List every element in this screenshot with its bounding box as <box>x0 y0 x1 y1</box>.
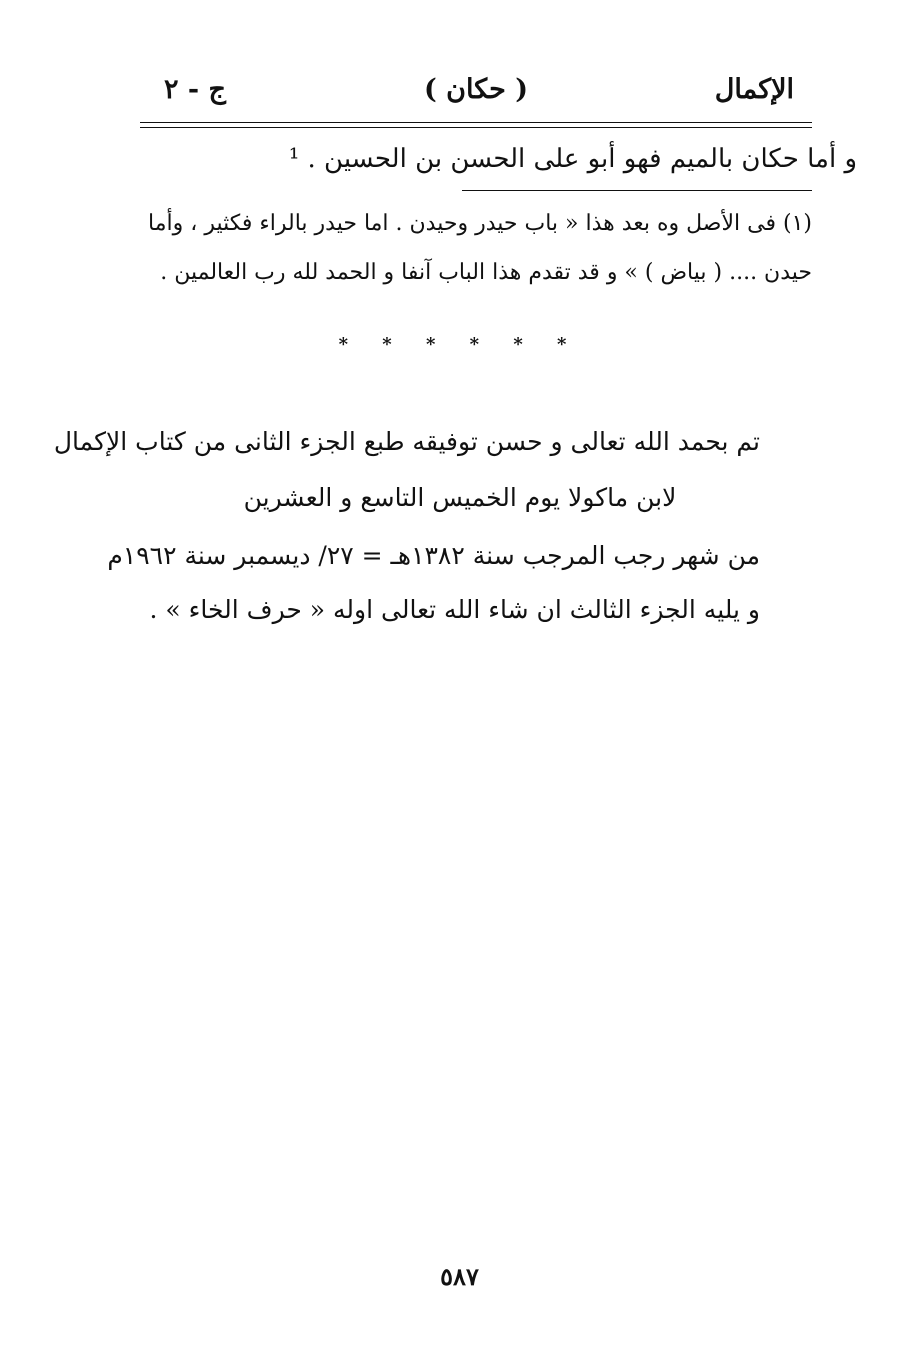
footnote-line-2: حيدن .... ( بياض ) » و قد تقدم هذا الباب آنفا و الحمد لله رب العالمين . <box>160 260 812 285</box>
running-header <box>140 70 812 114</box>
book-title: الإكمال <box>714 74 794 105</box>
footnote-divider <box>462 190 812 191</box>
page-number: ٥٨٧ <box>440 1262 479 1291</box>
volume-label: ج - ٢ <box>164 74 226 105</box>
colophon-line-3: من شهر رجب المرجب سنة ١٣٨٢هـ = ٢٧/ ديسمبر سنة ١٩٦٢م <box>107 541 760 570</box>
header-rule-bottom <box>140 127 812 128</box>
header-rule-top <box>140 122 812 123</box>
footnote-line-1: (١) فى الأصل وه بعد هذا « باب حيدر وحيدن . اما حيدر بالراء فكثير ، وأما <box>148 211 812 236</box>
section-title: ( حكان ) <box>423 74 529 105</box>
colophon-line-4: و يليه الجزء الثالث ان شاء الله تعالى اوله « حرف الخاء » . <box>149 595 760 624</box>
section-separator: * * * * * * <box>338 334 581 355</box>
colophon-line-1: تم بحمد الله تعالى و حسن توفيقه طبع الجزء الثانى من كتاب الإكمال <box>53 427 760 456</box>
main-text-line: و أما حكان بالميم فهو أبو على الحسن بن الحسين . ¹ <box>288 144 857 174</box>
colophon-line-2: لابن ماكولا يوم الخميس التاسع و العشرين <box>243 483 677 512</box>
